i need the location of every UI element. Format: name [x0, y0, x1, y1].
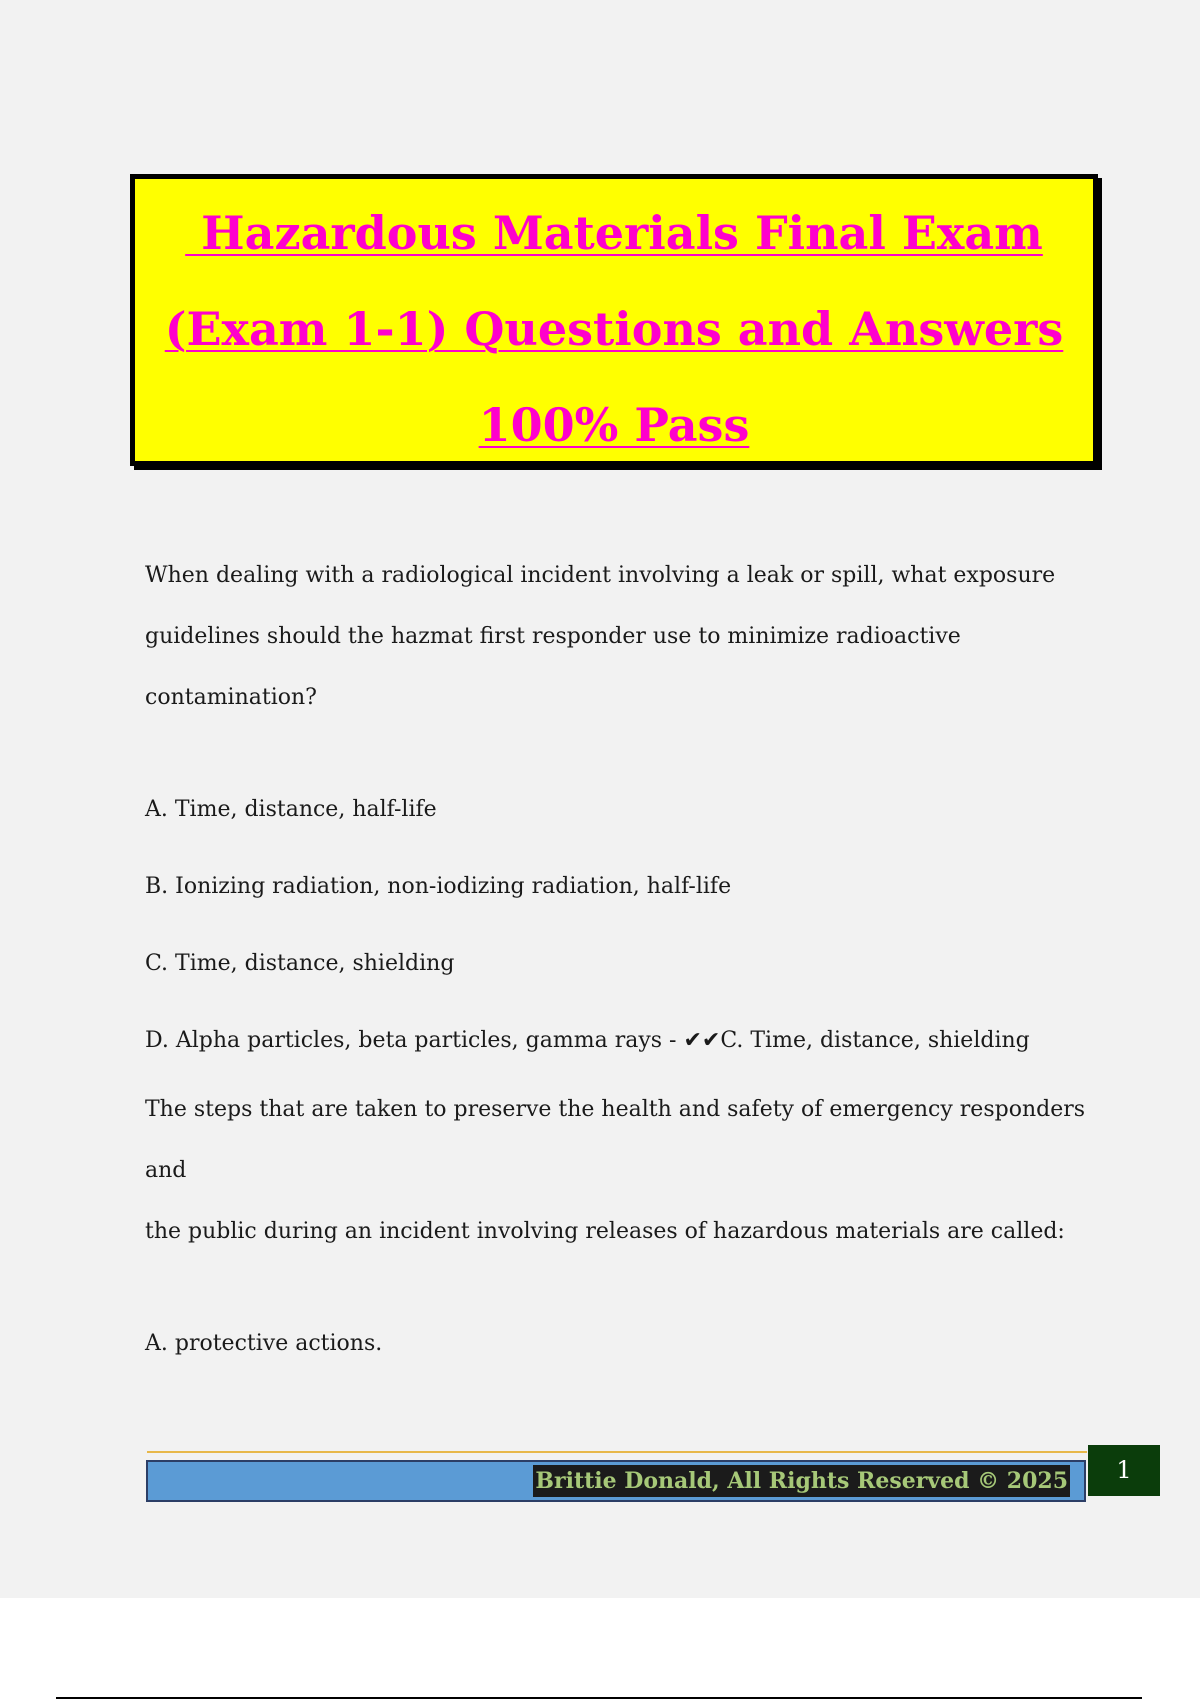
question-2-prompt-line-2: the public during an incident involving releases of hazardous materials are called:	[145, 1219, 1065, 1244]
exam-content	[145, 545, 1105, 1382]
title-line-1: Hazardous Materials Final Exam	[185, 206, 1043, 260]
next-page-top-rule	[56, 1697, 1142, 1699]
title-box	[130, 174, 1098, 466]
question-1	[145, 545, 1105, 1079]
spacer	[145, 728, 1105, 771]
question-2-prompt-line-1: The steps that are taken to preserve the health and safety of emergency responders and	[145, 1097, 1086, 1183]
title-line-2: (Exam 1-1) Questions and Answers	[164, 302, 1064, 356]
page-number: 1	[1088, 1445, 1160, 1496]
spacer	[145, 1262, 1105, 1305]
question-1-prompt-line-3: contamination?	[145, 685, 317, 710]
question-1-option-a: A. Time, distance, half-life	[145, 797, 437, 822]
question-2	[145, 1079, 1105, 1382]
footer-rule	[147, 1451, 1087, 1453]
question-2-option-a: A. protective actions.	[145, 1331, 383, 1356]
footer-bar	[146, 1460, 1086, 1502]
question-1-option-d-answer: D. Alpha particles, beta particles, gamma rays - ✔✔C. Time, distance, shielding	[145, 1028, 1030, 1053]
question-1-prompt-line-1: When dealing with a radiological incident involving a leak or spill, what exposure	[145, 563, 1056, 588]
footer-copyright: Brittie Donald, All Rights Reserved © 2025	[533, 1465, 1070, 1497]
question-1-option-c: C. Time, distance, shielding	[145, 951, 455, 976]
question-1-prompt-line-2: guidelines should the hazmat first responder use to minimize radioactive	[145, 624, 961, 649]
title-line-3: 100% Pass	[478, 398, 750, 452]
question-1-option-b: B. Ionizing radiation, non-iodizing radiation, half-life	[145, 874, 732, 899]
